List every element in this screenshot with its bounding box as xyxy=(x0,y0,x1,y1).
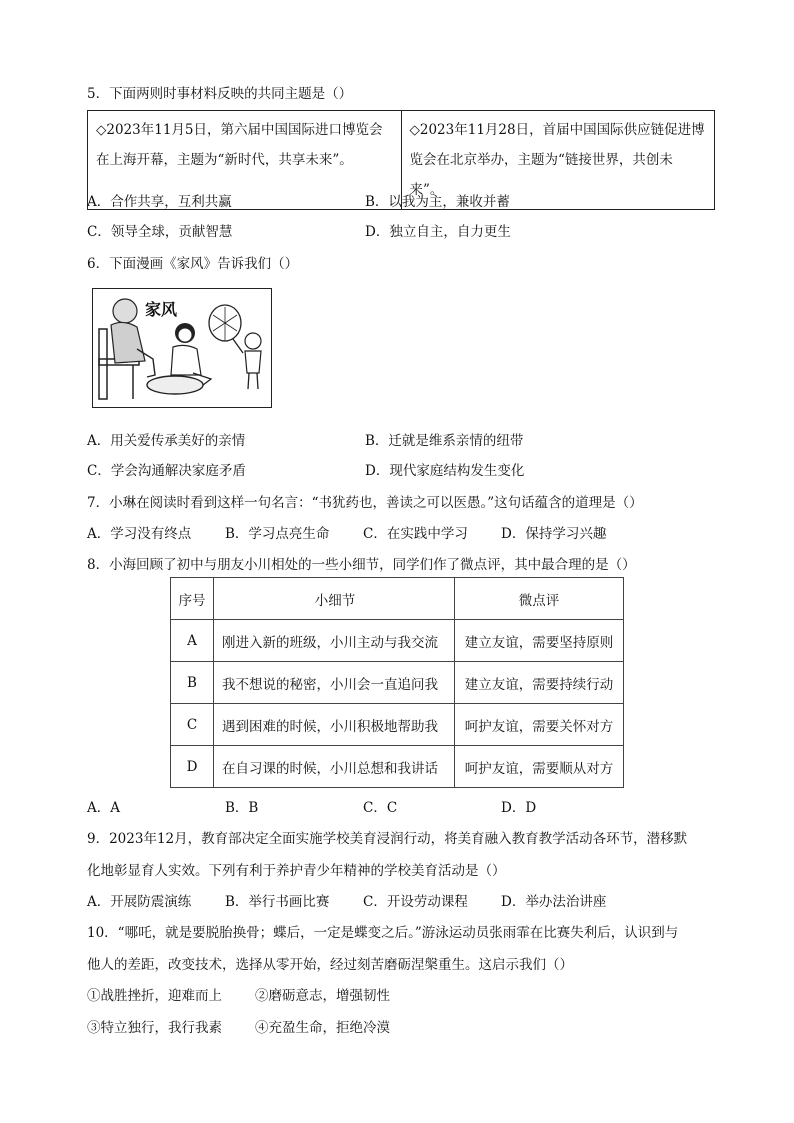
q5-material-right: ◇2023年11月28日，首届中国国际供应链促进博览会在北京举办，主题为“链接世界，共创未来”。 xyxy=(401,111,715,210)
q7-option-a: A．学习没有终点 xyxy=(87,526,192,542)
q6-stem: 6．下面漫画《家风》告诉我们（） xyxy=(87,256,299,272)
q5-stem: 5．下面两则时事材料反映的共同主题是（） xyxy=(87,86,353,102)
q5-option-d: D．独立自主，自力更生 xyxy=(365,224,511,240)
row-detail: 我不想说的秘密，小川会一直追问我 xyxy=(214,662,455,704)
row-comment: 建立友谊，需要持续行动 xyxy=(455,662,624,704)
q5-option-c: C．领导全球，贡献智慧 xyxy=(87,224,233,240)
row-label: C xyxy=(171,704,214,746)
q9-stem-line2: 化地彰显育人实效。下列有利于养护青少年精神的学校美育活动是（） xyxy=(87,863,506,879)
q6-option-d: D．现代家庭结构发生变化 xyxy=(365,463,525,479)
q10-stem-line2: 他人的差距，改变技术，选择从零开始，经过刻苦磨砺涅槃重生。这启示我们（） xyxy=(87,957,573,973)
q6-option-b: B．迁就是维系亲情的纽带 xyxy=(365,433,524,449)
q8-option-c: C．C xyxy=(363,800,398,816)
family-cartoon-image xyxy=(92,288,272,408)
q7-stem: 7．小琳在阅读时看到这样一句名言：“书犹药也，善读之可以医愚。”这句话蕴含的道理是（） xyxy=(87,495,643,511)
q9-option-d: D．举办法治讲座 xyxy=(501,894,607,910)
family-cartoon-drawing xyxy=(93,289,271,407)
row-detail: 在自习课的时候，小川总想和我讲话 xyxy=(214,746,455,788)
row-label: D xyxy=(171,746,214,788)
row-comment: 呵护友谊，需要关怀对方 xyxy=(455,704,624,746)
header-comment: 微点评 xyxy=(455,578,624,620)
q9-option-c: C．开设劳动课程 xyxy=(363,894,468,910)
q5-option-b: B．以我为主，兼收并蓄 xyxy=(365,194,510,210)
q8-stem: 8．小海回顾了初中与朋友小川相处的一些小细节，同学们作了微点评，其中最合理的是（） xyxy=(87,557,636,573)
q7-option-b: B．学习点亮生命 xyxy=(225,526,330,542)
q9-stem-line1: 9．2023年12月，教育部决定全面实施学校美育浸润行动，将美育融入教育教学活动各环节，潜移默 xyxy=(87,831,688,847)
row-label: A xyxy=(171,620,214,662)
q8-option-d: D．D xyxy=(501,800,537,816)
q6-option-a: A．用关爱传承美好的亲情 xyxy=(87,433,246,449)
header-detail: 小细节 xyxy=(214,578,455,620)
table-row xyxy=(171,704,624,746)
row-detail: 遇到困难的时候，小川积极地帮助我 xyxy=(214,704,455,746)
row-label: B xyxy=(171,662,214,704)
header-number: 序号 xyxy=(171,578,214,620)
q7-option-c: C．在实践中学习 xyxy=(363,526,468,542)
row-comment: 建立友谊，需要坚持原则 xyxy=(455,620,624,662)
q5-option-a: A．合作共享，互利共赢 xyxy=(87,194,232,210)
q10-choice-1: ①战胜挫折，迎难而上 xyxy=(87,988,222,1004)
q9-option-b: B．举行书画比赛 xyxy=(225,894,330,910)
q10-choice-2: ②磨砺意志，增强韧性 xyxy=(255,988,390,1004)
q10-choice-3: ③特立独行，我行我素 xyxy=(87,1020,222,1036)
q5-material-left: ◇2023年11月5日，第六届中国国际进口博览会在上海开幕，主题为“新时代，共享未来”。 xyxy=(88,111,402,210)
q8-option-b: B．B xyxy=(225,800,259,816)
q10-stem-line1: 10．“哪吒，就是要脱胎换骨；蝶后，一定是蝶变之后。”游泳运动员张雨霏在比赛失利后，认识到与 xyxy=(87,925,679,941)
row-comment: 呵护友谊，需要顺从对方 xyxy=(455,746,624,788)
q6-option-c: C．学会沟通解决家庭矛盾 xyxy=(87,463,246,479)
q8-table xyxy=(170,577,624,788)
q9-option-a: A．开展防震演练 xyxy=(87,894,192,910)
q10-choice-4: ④充盈生命，拒绝冷漠 xyxy=(255,1020,390,1036)
q8-option-a: A．A xyxy=(87,800,120,816)
table-header-row xyxy=(171,578,624,620)
table-row xyxy=(171,620,624,662)
q7-option-d: D．保持学习兴趣 xyxy=(501,526,607,542)
row-detail: 刚进入新的班级，小川主动与我交流 xyxy=(214,620,455,662)
table-row xyxy=(171,662,624,704)
cartoon-title-text: 家风 xyxy=(145,300,178,319)
table-row xyxy=(171,746,624,788)
